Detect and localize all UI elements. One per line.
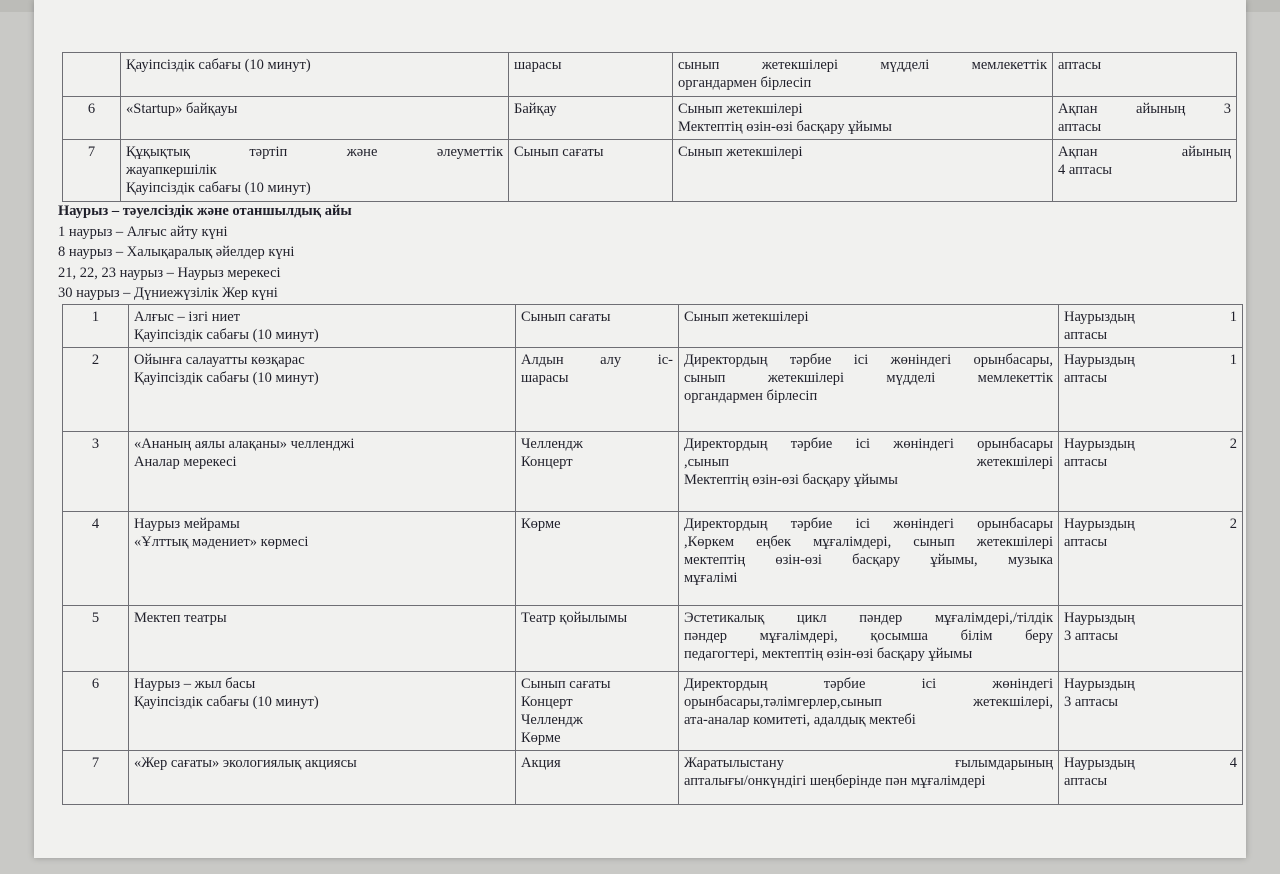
form-cell	[516, 512, 679, 606]
form-cell	[509, 53, 673, 97]
cell-line: Эстетикалық цикл пәндер мұғалімдері,/тілдік	[684, 610, 1053, 626]
table-row	[63, 432, 1243, 512]
table-row	[63, 751, 1243, 805]
form-cell	[516, 348, 679, 432]
event-cell	[121, 97, 509, 140]
table-row	[63, 672, 1243, 751]
cell-line: шарасы	[514, 57, 562, 73]
cell-line: орынбасары,тәлімгерлер,сынып жетекшілері,	[684, 694, 1053, 710]
cell-line: Сынып жетекшілері	[678, 101, 803, 117]
form-cell	[509, 97, 673, 140]
cell-line: Құқықтық тәртіп және әлеуметтік	[126, 144, 503, 160]
month-section-header	[58, 201, 1238, 304]
event-cell	[129, 672, 516, 751]
responsible-cell	[679, 751, 1059, 805]
row-number: 5	[63, 606, 129, 672]
cell-line: аптасы	[1064, 370, 1108, 386]
time-cell	[1059, 672, 1243, 751]
cell-line: шарасы	[521, 370, 569, 386]
table-row	[63, 305, 1243, 348]
time-cell	[1053, 97, 1237, 140]
cell-line: ,Көркем еңбек мұғалімдері, сынып жетекшілері	[684, 534, 1053, 550]
table-row	[63, 140, 1237, 202]
time-cell	[1059, 512, 1243, 606]
month-title: Наурыз – тәуелсіздік және отаншылдық айы	[58, 203, 352, 219]
row-number: 7	[63, 751, 129, 805]
cell-line: Директордың тәрбие ісі жөніндегі орынбасары	[684, 436, 1053, 452]
event-cell	[129, 348, 516, 432]
event-cell	[129, 512, 516, 606]
cell-line: Сынып сағаты	[514, 144, 604, 160]
table-row	[63, 606, 1243, 672]
cell-line: Наурыздың 2	[1064, 516, 1237, 532]
cell-line: аптасы	[1064, 454, 1108, 470]
cell-line: органдармен бірлесіп	[678, 75, 812, 91]
cell-line: педагогтері, мектептің өзін-өзі басқару ұйымы	[684, 646, 973, 662]
cell-line: аптасы	[1064, 773, 1108, 789]
cell-line: Мектеп театры	[134, 610, 227, 626]
cell-line: мектептің өзін-өзі басқару ұйымы, музыка	[684, 552, 1053, 568]
plan-table-february	[62, 52, 1237, 202]
plan-table-march	[62, 304, 1243, 805]
cell-line: ата-аналар комитеті, адалдық мектебі	[684, 712, 916, 728]
cell-line: Аналар мерекесі	[134, 454, 237, 470]
table-row	[63, 348, 1243, 432]
time-cell	[1053, 53, 1237, 97]
row-number: 3	[63, 432, 129, 512]
cell-line: Наурыздың 2	[1064, 436, 1237, 452]
cell-line: сынып жетекшілері мүдделі мемлекеттік	[684, 370, 1053, 386]
cell-line: Наурыздың 4	[1064, 755, 1237, 771]
cell-line: мұғалімі	[684, 570, 738, 586]
cell-line: Қауіпсіздік сабағы (10 минут)	[134, 327, 319, 343]
cell-line: Ақпан айының 3	[1058, 101, 1231, 117]
cell-line: Наурыз – жыл басы	[134, 676, 256, 692]
responsible-cell	[679, 432, 1059, 512]
table-row	[63, 97, 1237, 140]
cell-line: Қауіпсіздік сабағы (10 минут)	[134, 694, 319, 710]
cell-line: Жаратылыстану ғылымдарының	[684, 755, 1053, 771]
row-number: 4	[63, 512, 129, 606]
form-cell	[516, 305, 679, 348]
cell-line: Концерт	[521, 694, 573, 710]
cell-line: аптасы	[1064, 327, 1108, 343]
cell-line: Қауіпсіздік сабағы (10 минут)	[134, 370, 319, 386]
responsible-cell	[673, 53, 1053, 97]
cell-line: Директордың тәрбие ісі жөніндегі	[684, 676, 1053, 692]
event-cell	[129, 751, 516, 805]
form-cell	[509, 140, 673, 202]
cell-line: 3 аптасы	[1064, 694, 1119, 710]
cell-line: органдармен бірлесіп	[684, 388, 818, 404]
responsible-cell	[679, 606, 1059, 672]
cell-line: сынып жетекшілері мүдделі мемлекеттік	[678, 57, 1047, 73]
cell-line: аптасы	[1058, 119, 1102, 135]
time-cell	[1059, 751, 1243, 805]
cell-line: Наурыздың	[1064, 610, 1135, 626]
form-cell	[516, 751, 679, 805]
cell-line: «Startup» байқауы	[126, 101, 238, 117]
responsible-cell	[679, 305, 1059, 348]
cell-line: Наурыздың	[1064, 676, 1135, 692]
cell-line: Көрме	[521, 730, 561, 746]
date-line: 8 наурыз – Халықаралық әйелдер күні	[58, 244, 295, 260]
cell-line: Наурыз мейрамы	[134, 516, 240, 532]
time-cell	[1059, 606, 1243, 672]
row-number	[63, 53, 121, 97]
form-cell	[516, 606, 679, 672]
cell-line: ,сынып жетекшілері	[684, 454, 1053, 470]
cell-line: «Ананың аялы алақаны» челленджі	[134, 436, 355, 452]
date-line: 30 наурыз – Дүниежүзілік Жер күні	[58, 285, 278, 301]
responsible-cell	[673, 97, 1053, 140]
cell-line: Байқау	[514, 101, 557, 117]
date-line: 21, 22, 23 наурыз – Наурыз мерекесі	[58, 264, 281, 281]
cell-line: апталығы/онкүндігі шеңберінде пән мұғалімдері	[684, 773, 986, 789]
row-number: 7	[63, 140, 121, 202]
event-cell	[121, 53, 509, 97]
cell-line: Ойынға салауатты көзқарас	[134, 352, 305, 368]
cell-line: Сынып жетекшілері	[678, 144, 803, 160]
cell-line: Мектептің өзін-өзі басқару ұйымы	[684, 472, 898, 488]
date-line: 1 наурыз – Алғыс айту күні	[58, 223, 228, 240]
event-cell	[129, 432, 516, 512]
cell-line: «Жер сағаты» экологиялық акциясы	[134, 755, 357, 771]
form-cell	[516, 432, 679, 512]
cell-line: Сынып жетекшілері	[684, 309, 809, 325]
event-cell	[129, 305, 516, 348]
cell-line: Алғыс – ізгі ниет	[134, 309, 240, 325]
cell-line: аптасы	[1064, 534, 1108, 550]
cell-line: Мектептің өзін-өзі басқару ұйымы	[678, 119, 892, 135]
cell-line: Директордың тәрбие ісі жөніндегі орынбасары,	[684, 352, 1053, 368]
cell-line: Қауіпсіздік сабағы (10 минут)	[126, 180, 311, 196]
cell-line: Наурыздың 1	[1064, 309, 1237, 325]
time-cell	[1053, 140, 1237, 202]
cell-line: Челлендж	[521, 436, 583, 452]
time-cell	[1059, 432, 1243, 512]
row-number: 6	[63, 97, 121, 140]
table-row	[63, 53, 1237, 97]
cell-line: Сынып сағаты	[521, 309, 611, 325]
table-row	[63, 512, 1243, 606]
responsible-cell	[673, 140, 1053, 202]
cell-line: Концерт	[521, 454, 573, 470]
row-number: 2	[63, 348, 129, 432]
responsible-cell	[679, 672, 1059, 751]
cell-line: Наурыздың 1	[1064, 352, 1237, 368]
cell-line: Челлендж	[521, 712, 583, 728]
responsible-cell	[679, 512, 1059, 606]
cell-line: «Ұлттық мәдениет» көрмесі	[134, 534, 309, 550]
form-cell	[516, 672, 679, 751]
cell-line: Қауіпсіздік сабағы (10 минут)	[126, 57, 311, 73]
responsible-cell	[679, 348, 1059, 432]
cell-line: Акция	[521, 755, 561, 771]
row-number: 1	[63, 305, 129, 348]
cell-line: аптасы	[1058, 57, 1102, 73]
cell-line: Директордың тәрбие ісі жөніндегі орынбасары	[684, 516, 1053, 532]
time-cell	[1059, 305, 1243, 348]
row-number: 6	[63, 672, 129, 751]
cell-line: 4 аптасы	[1058, 162, 1113, 178]
cell-line: Ақпан айының	[1058, 144, 1231, 160]
cell-line: Алдын алу іс-	[521, 352, 673, 368]
cell-line: пәндер мұғалімдері, қосымша білім беру	[684, 628, 1053, 644]
cell-line: Театр қойылымы	[521, 610, 628, 626]
cell-line: 3 аптасы	[1064, 628, 1119, 644]
event-cell	[129, 606, 516, 672]
cell-line: жауапкершілік	[126, 162, 217, 178]
event-cell	[121, 140, 509, 202]
cell-line: Сынып сағаты	[521, 676, 611, 692]
cell-line: Көрме	[521, 516, 561, 532]
time-cell	[1059, 348, 1243, 432]
